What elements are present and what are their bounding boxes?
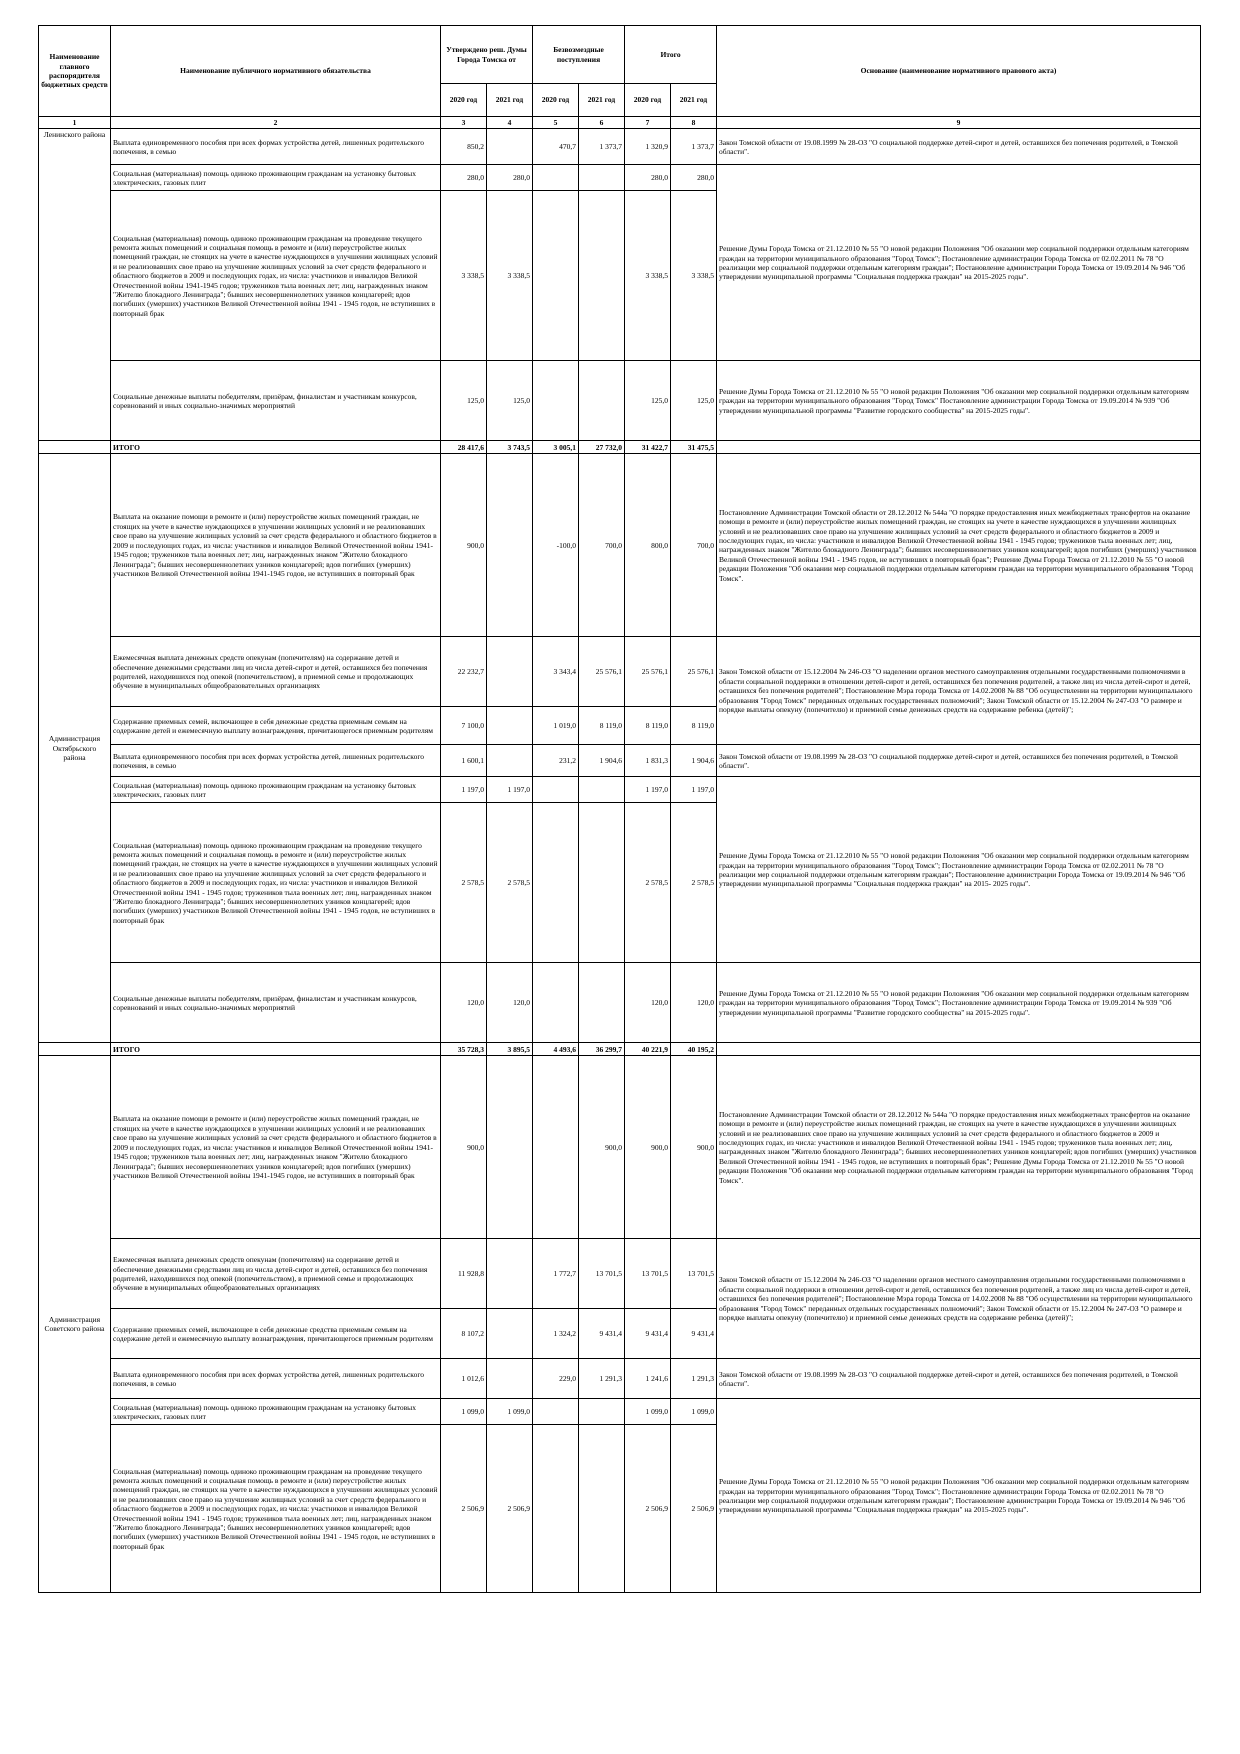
amount-cell: 28 417,6 <box>441 441 487 454</box>
amount-cell: 1 197,0 <box>487 777 533 803</box>
header-2020: 2020 год <box>441 84 487 117</box>
total-row <box>39 441 1201 454</box>
amount-cell: 9 431,4 <box>625 1309 671 1359</box>
amount-cell <box>579 361 625 441</box>
amount-cell <box>487 1239 533 1309</box>
amount-cell: 1 019,0 <box>533 707 579 745</box>
amount-cell: 1 099,0 <box>487 1399 533 1425</box>
amount-cell: -100,0 <box>533 454 579 637</box>
amount-cell: 1 012,6 <box>441 1359 487 1399</box>
amount-cell: 125,0 <box>625 361 671 441</box>
basis-text: Постановление Администрации Томской области от 28.12.2012 № 544а "О порядке предоставления иных межбюджетных трансфертов на оказание помощи в ремонте и (или) переустройстве жилых помещений граждан, не стоящих на учете в качестве нуждающихся в улучшении жилищных условий и не реализовавших свое право на улучшение жилищных условий за счет средств федерального и областного бюджетов в 2009 и последующих годах, из числа: участников и инвалидов Великой Отечественной войны 1941 - 1945 годов; тружеников тыла военных лет; лиц, награжденных знаком "Жителю блокадного Ленинграда"; бывших несовершеннолетних узников концлагерей; вдов погибших (умерших) участников Великой Отечественной войны 1941 - 1945 годов, не вступивших в повторный брак"; Решение Думы Города Томска от 21.12.2010 № 55 "О новой редакции Положения "Об оказании мер социальной поддержки отдельным категориям граждан на территории муниципального образования "Город Томск". <box>717 454 1201 637</box>
col-number: 9 <box>717 117 1201 129</box>
table-row <box>39 129 1201 165</box>
col-number: 7 <box>625 117 671 129</box>
basis-text: Закон Томской области от 19.08.1999 № 28-ОЗ "О социальной поддержке детей-сирот и детей, оставшихся без попечения родителей, в Томской области". <box>717 1359 1201 1399</box>
amount-cell: 8 119,0 <box>671 707 717 745</box>
amount-cell: 280,0 <box>671 165 717 191</box>
header-approved: Утверждено реш. Думы Города Томска от <box>441 26 533 84</box>
amount-cell: 2 506,9 <box>487 1425 533 1593</box>
col-number: 2 <box>111 117 441 129</box>
amount-cell: 2 578,5 <box>441 803 487 963</box>
basis-text: Постановление Администрации Томской области от 28.12.2012 № 544а "О порядке предоставления иных межбюджетных трансфертов на оказание помощи в ремонте и (или) переустройстве жилых помещений граждан, не стоящих на учете в качестве нуждающихся в улучшении жилищных условий и не реализовавших свое право на улучшение жилищных условий за счет средств федерального и областного бюджетов в 2009 и последующих годах, из числа: участников и инвалидов Великой Отечественной войны 1941 - 1945 годов; тружеников тыла военных лет; лиц, награжденных знаком "Жителю блокадного Ленинграда"; бывших несовершеннолетних узников концлагерей; вдов погибших (умерших) участников Великой Отечественной войны 1941 - 1945 годов, не вступивших в повторный брак"; Решение Думы Города Томска от 21.12.2010 № 55 "О новой редакции Положения "Об оказании мер социальной поддержки отдельным категориям граждан на территории муниципального образования "Город Томск". <box>717 1056 1201 1239</box>
amount-cell: 900,0 <box>671 1056 717 1239</box>
amount-cell <box>533 1425 579 1593</box>
table-row <box>39 963 1201 1043</box>
obligation-name: Социальная (материальная) помощь одиноко проживающим гражданам на проведение текущего ремонта жилых помещений и социальная помощь в ремонте и (или) переустройстве жилых помещений граждан, не стоящих на учете в качестве нуждающихся в улучшении жилищных условий и не реализовавших свое право на улучшение жилищных условий за счет средств федерального и областного бюджетов в 2009 и последующих годах, из числа: участников и инвалидов Великой Отечественной войны 1941-1945 годов; тружеников тыла военных лет; лиц, награжденных знаком "Жителю блокадного Ленинграда"; бывших несовершеннолетних узников концлагерей; вдов погибших (умерших) участников Великой Отечественной войны 1941 - 1945 годов, не вступивших в повторный брак <box>111 191 441 361</box>
col-number: 8 <box>671 117 717 129</box>
amount-cell: 13 701,5 <box>671 1239 717 1309</box>
obligation-name: Социальные денежные выплаты победителям, призёрам, финалистам и участникам конкурсов, соревнований и иных социально-значимых мероприятий <box>111 963 441 1043</box>
amount-cell: 280,0 <box>441 165 487 191</box>
amount-cell: 8 107,2 <box>441 1309 487 1359</box>
amount-cell: 8 119,0 <box>579 707 625 745</box>
amount-cell <box>533 803 579 963</box>
org-cell <box>39 1043 111 1056</box>
amount-cell <box>533 165 579 191</box>
table-row <box>39 777 1201 803</box>
amount-cell <box>487 1309 533 1359</box>
amount-cell: 900,0 <box>441 1056 487 1239</box>
amount-cell <box>533 777 579 803</box>
org-cell <box>39 441 111 454</box>
amount-cell: 1 904,6 <box>579 745 625 777</box>
header-2021: 2021 год <box>671 84 717 117</box>
amount-cell: 40 195,2 <box>671 1043 717 1056</box>
amount-cell: 2 578,5 <box>671 803 717 963</box>
amount-cell: 1 904,6 <box>671 745 717 777</box>
table-row <box>39 361 1201 441</box>
amount-cell: 2 578,5 <box>625 803 671 963</box>
amount-cell: 125,0 <box>487 361 533 441</box>
amount-cell: 3 338,5 <box>671 191 717 361</box>
table-row <box>39 1399 1201 1425</box>
amount-cell: 2 506,9 <box>671 1425 717 1593</box>
obligation-name: Ежемесячная выплата денежных средств опекунам (попечителям) на содержание детей и обеспечение денежными средствами лиц из числа детей-сирот и детей, оставшихся без попечения родителей, находившихся под опекой (попечительством), в приемной семье и продолжающих обучение в муниципальных общеобразовательных организациях <box>111 637 441 707</box>
basis-text: Решение Думы Города Томска от 21.12.2010 № 55 "О новой редакции Положения "Об оказании мер социальной поддержки отдельным категориям граждан на территории муниципального образования "Город Томск"; Постановление администрации Города Томска от 02.02.2011 № 78 "О реализации мер социальной поддержки отдельным категориям граждан"; Постановление администрации Города Томска от 19.09.2014 № 946 "Об утверждении муниципальной программы "Социальная поддержка граждан" на 2015-2025 годы". <box>717 165 1201 361</box>
amount-cell <box>579 1425 625 1593</box>
amount-cell: 1 197,0 <box>441 777 487 803</box>
col-number: 6 <box>579 117 625 129</box>
org-name: Администрация Советского района <box>39 1056 111 1593</box>
col-number: 5 <box>533 117 579 129</box>
amount-cell <box>579 1399 625 1425</box>
col-number: 4 <box>487 117 533 129</box>
amount-cell <box>487 129 533 165</box>
amount-cell <box>579 777 625 803</box>
obligation-name: Выплата единовременного пособия при всех формах устройства детей, лишенных родительского попечения, в семью <box>111 129 441 165</box>
amount-cell: 3 895,5 <box>487 1043 533 1056</box>
basis-text: Закон Томской области от 19.08.1999 № 28-ОЗ "О социальной поддержке детей-сирот и детей, оставшихся без попечения родителей, в Томской области". <box>717 129 1201 165</box>
obligation-name: Выплата на оказание помощи в ремонте и (или) переустройстве жилых помещений граждан, не стоящих на учете в качестве нуждающихся в улучшении жилищных условий и не реализовавших свое право на улучшение жилищных условий за счет средств федерального и областного бюджетов в 2009 и последующих годах, из числа: участников и инвалидов Великой Отечественной войны 1941-1945 годов; тружеников тыла военных лет; лиц, награжденных знаком "Жителю блокадного Ленинграда"; бывших несовершеннолетних узников концлагерей; вдов погибших (умерших) участников Великой Отечественной войны 1941-1945 годов, не вступивших в повторный брак <box>111 1056 441 1239</box>
amount-cell: 3 743,5 <box>487 441 533 454</box>
amount-cell: 36 299,7 <box>579 1043 625 1056</box>
basis-text: Решение Думы Города Томска от 21.12.2010 № 55 "О новой редакции Положения "Об оказании мер социальной поддержки отдельным категориям граждан на территории муниципального образования "Город Томск"; Постановление администрации Города Томска от 02.02.2011 № 78 "О реализации мер социальной поддержки отдельным категориям граждан"; Постановление администрации Города Томска от 19.09.2014 № 946 "Об утверждении муниципальной программы "Социальная поддержка граждан" на 2015-2025 годы". <box>717 1399 1201 1593</box>
table-row <box>39 745 1201 777</box>
amount-cell <box>533 191 579 361</box>
amount-cell: 13 701,5 <box>625 1239 671 1309</box>
amount-cell: 470,7 <box>533 129 579 165</box>
obligation-name: Выплата единовременного пособия при всех формах устройства детей, лишенных родительского попечения, в семью <box>111 745 441 777</box>
obligation-name: Ежемесячная выплата денежных средств опекунам (попечителям) на содержание детей и обеспечение денежными средствами лиц из числа детей-сирот и детей, оставшихся без попечения родителей, находившихся под опекой (попечительством), в приемной семье и продолжающих обучение в муниципальных общеобразовательных организациях <box>111 1239 441 1309</box>
col-number: 3 <box>441 117 487 129</box>
amount-cell <box>533 1056 579 1239</box>
total-label: ИТОГО <box>111 441 441 454</box>
obligation-name: Выплата единовременного пособия при всех формах устройства детей, лишенных родительского попечения, в семью <box>111 1359 441 1399</box>
basis-text: Решение Думы Города Томска от 21.12.2010 № 55 "О новой редакции Положения "Об оказании мер социальной поддержки отдельным категориям граждан на территории муниципального образования "Город Томск"; Постановление администрации Города Томска от 19.09.2014 № 939 "Об утверждении муниципальной программы "Развитие городского сообщества" на 2015-2025 годы". <box>717 963 1201 1043</box>
amount-cell: 31 422,7 <box>625 441 671 454</box>
obligation-name: Содержание приемных семей, включающее в себя денежные средства приемным семьям на содержание детей и ежемесячную выплату вознаграждения, причитающегося приемным родителям <box>111 707 441 745</box>
amount-cell: 11 928,8 <box>441 1239 487 1309</box>
amount-cell: 900,0 <box>579 1056 625 1239</box>
amount-cell: 1 373,7 <box>579 129 625 165</box>
obligation-name: Социальная (материальная) помощь одиноко проживающим гражданам на установку бытовых электрических, газовых плит <box>111 777 441 803</box>
basis-cell <box>717 441 1201 454</box>
header-2020: 2020 год <box>625 84 671 117</box>
basis-text: Закон Томской области от 15.12.2004 № 246-ОЗ "О наделении органов местного самоуправления отдельными государственными полномочиями в области социальной поддержки в отношении детей-сирот и детей, оставшихся без попечения родителей, а также лиц из числа детей-сирот и детей, оставшихся без попечения родителей"; Постановление Мэра города Томска от 14.02.2008 № 88 "Об осуществлении на территории муниципального образования "Город Томск" переданных отдельных государственных полномочий"; Закон Томской области от 15.12.2004 № 247-ОЗ "О размере и порядке выплаты опекуну (попечителю) и приемной семье денежных средств на содержание ребенка (детей)"; <box>717 637 1201 745</box>
amount-cell: 40 221,9 <box>625 1043 671 1056</box>
amount-cell: 1 099,0 <box>441 1399 487 1425</box>
amount-cell: 3 338,5 <box>487 191 533 361</box>
org-name: Администрация Октябрьского района <box>39 454 111 1043</box>
amount-cell: 1 772,7 <box>533 1239 579 1309</box>
amount-cell: 9 431,4 <box>579 1309 625 1359</box>
basis-text: Решение Думы Города Томска от 21.12.2010 № 55 "О новой редакции Положения "Об оказании мер социальной поддержки отдельным категориям граждан на территории муниципального образования "Город Томск" Постановление администрации Города Томска от 19.09.2014 № 939 "Об утверждении муниципальной программы "Развитие городского сообщества" на 2015-2025 годы". <box>717 361 1201 441</box>
amount-cell: 120,0 <box>625 963 671 1043</box>
amount-cell: 25 576,1 <box>579 637 625 707</box>
amount-cell: 229,0 <box>533 1359 579 1399</box>
org-name: Ленинского района <box>39 129 111 441</box>
amount-cell <box>533 361 579 441</box>
amount-cell: 120,0 <box>487 963 533 1043</box>
amount-cell: 900,0 <box>625 1056 671 1239</box>
amount-cell: 1 099,0 <box>625 1399 671 1425</box>
amount-cell: 125,0 <box>441 361 487 441</box>
basis-cell <box>717 1043 1201 1056</box>
amount-cell: 1 600,1 <box>441 745 487 777</box>
amount-cell: 800,0 <box>625 454 671 637</box>
col-number: 1 <box>39 117 111 129</box>
amount-cell <box>487 745 533 777</box>
header-2021: 2021 год <box>579 84 625 117</box>
amount-cell <box>579 191 625 361</box>
amount-cell: 31 475,5 <box>671 441 717 454</box>
obligation-name: Социальная (материальная) помощь одиноко проживающим гражданам на проведение текущего ремонта жилых помещений и социальная помощь в ремонте и (или) переустройстве жилых помещений граждан, не стоящих на учете в качестве нуждающихся в улучшении жилищных условий и не реализовавших свое право на улучшение жилищных условий за счет средств федерального и областного бюджетов в 2009 и последующих годах, из числа: участников и инвалидов Великой Отечественной войны 1941 - 1945 годов; тружеников тыла военных лет; лиц, награжденных знаком "Жителю блокадного Ленинграда"; бывших несовершеннолетних узников концлагерей; вдов погибших (умерших) участников Великой Отечественной войны 1941 - 1945 годов, не вступивших в повторный брак <box>111 1425 441 1593</box>
amount-cell: 700,0 <box>579 454 625 637</box>
amount-cell: 3 005,1 <box>533 441 579 454</box>
obligation-name: Социальная (материальная) помощь одиноко проживающим гражданам на проведение текущего ремонта жилых помещений и социальная помощь в ремонте и (или) переустройстве жилых помещений граждан, не стоящих на учете в качестве нуждающихся в улучшении жилищных условий и не реализовавших свое право на улучшение жилищных условий за счет средств федерального и областного бюджетов в 2009 и последующих годах, из числа: участников и инвалидов Великой Отечественной войны 1941 - 1945 годов; тружеников тыла военных лет; лиц, награжденных знаком "Жителю блокадного Ленинграда"; бывших несовершеннолетних узников концлагерей; вдов погибших (умерших) участников Великой Отечественной войны 1941 - 1945 годов, не вступивших в повторный брак <box>111 803 441 963</box>
amount-cell <box>533 963 579 1043</box>
amount-cell: 280,0 <box>487 165 533 191</box>
header-col2: Наименование публичного нормативного обязательства <box>111 26 441 117</box>
amount-cell: 1 197,0 <box>671 777 717 803</box>
amount-cell: 1 099,0 <box>671 1399 717 1425</box>
basis-text: Закон Томской области от 15.12.2004 № 246-ОЗ "О наделении органов местного самоуправления отдельными государственными полномочиями в области социальной поддержки в отношении детей-сирот и детей, оставшихся без попечения родителей, а также лиц из числа детей-сирот и детей, оставшихся без попечения родителей"; Постановление Мэра города Томска от 14.02.2008 № 88 "Об осуществлении на территории муниципального образования "Город Томск" переданных отдельных государственных полномочий"; Закон Томской области от 15.12.2004 № 247-ОЗ "О размере и порядке выплаты опекуну (попечителю) и приемной семье денежных средств на содержание ребенка (детей)"; <box>717 1239 1201 1359</box>
amount-cell: 1 241,6 <box>625 1359 671 1399</box>
amount-cell: 3 338,5 <box>625 191 671 361</box>
amount-cell <box>579 165 625 191</box>
table-row <box>39 1239 1201 1309</box>
amount-cell: 7 100,0 <box>441 707 487 745</box>
amount-cell: 1 324,2 <box>533 1309 579 1359</box>
amount-cell: 13 701,5 <box>579 1239 625 1309</box>
amount-cell <box>487 707 533 745</box>
amount-cell: 2 506,9 <box>625 1425 671 1593</box>
table-row <box>39 637 1201 707</box>
amount-cell: 25 576,1 <box>625 637 671 707</box>
amount-cell: 120,0 <box>671 963 717 1043</box>
amount-cell: 9 431,4 <box>671 1309 717 1359</box>
amount-cell: 900,0 <box>441 454 487 637</box>
amount-cell: 8 119,0 <box>625 707 671 745</box>
table-row <box>39 165 1201 191</box>
amount-cell <box>579 963 625 1043</box>
amount-cell: 231,2 <box>533 745 579 777</box>
amount-cell: 27 732,0 <box>579 441 625 454</box>
amount-cell: 1 197,0 <box>625 777 671 803</box>
table-row <box>39 1359 1201 1399</box>
basis-text: Решение Думы Города Томска от 21.12.2010 № 55 "О новой редакции Положения "Об оказании мер социальной поддержки отдельным категориям граждан на территории муниципального образования "Город Томск"; Постановление администрации Города Томска от 02.02.2011 № 78 "О реализации мер социальной поддержки отдельным категориям граждан"; Постановление администрации Города Томска от 19.09.2014 № 946 "Об утверждении муниципальной программы "Социальная поддержка граждан" на 2015- 2025 годы". <box>717 777 1201 963</box>
amount-cell: 125,0 <box>671 361 717 441</box>
header-col1: Наименование главного распорядителя бюджетных средств <box>39 26 111 117</box>
amount-cell: 700,0 <box>671 454 717 637</box>
obligation-name: Содержание приемных семей, включающее в себя денежные средства приемным семьям на содержание детей и ежемесячную выплату вознаграждения, причитающегося приемным родителям <box>111 1309 441 1359</box>
table-row <box>39 1056 1201 1239</box>
budget-table <box>38 25 1201 1593</box>
total-label: ИТОГО <box>111 1043 441 1056</box>
table-row <box>39 454 1201 637</box>
amount-cell <box>533 1399 579 1425</box>
amount-cell: 120,0 <box>441 963 487 1043</box>
amount-cell <box>487 1359 533 1399</box>
amount-cell: 2 506,9 <box>441 1425 487 1593</box>
amount-cell: 850,2 <box>441 129 487 165</box>
amount-cell: 1 291,3 <box>671 1359 717 1399</box>
header-2021: 2021 год <box>487 84 533 117</box>
amount-cell: 1 291,3 <box>579 1359 625 1399</box>
header-total: Итого <box>625 26 717 84</box>
obligation-name: Социальные денежные выплаты победителям, призёрам, финалистам и участникам конкурсов, соревнований и иных социально-значимых мероприятий <box>111 361 441 441</box>
amount-cell <box>579 803 625 963</box>
header-2020: 2020 год <box>533 84 579 117</box>
amount-cell <box>487 637 533 707</box>
amount-cell: 1 831,3 <box>625 745 671 777</box>
header-basis: Основание (наименование нормативного правового акта) <box>717 26 1201 117</box>
amount-cell <box>487 454 533 637</box>
amount-cell: 22 232,7 <box>441 637 487 707</box>
amount-cell: 25 576,1 <box>671 637 717 707</box>
amount-cell: 35 728,3 <box>441 1043 487 1056</box>
header-gratuitous: Безвозмездные поступления <box>533 26 625 84</box>
obligation-name: Социальная (материальная) помощь одиноко проживающим гражданам на установку бытовых электрических, газовых плит <box>111 165 441 191</box>
amount-cell: 1 373,7 <box>671 129 717 165</box>
amount-cell: 2 578,5 <box>487 803 533 963</box>
amount-cell: 3 338,5 <box>441 191 487 361</box>
amount-cell <box>487 1056 533 1239</box>
obligation-name: Социальная (материальная) помощь одиноко проживающим гражданам на установку бытовых электрических, газовых плит <box>111 1399 441 1425</box>
obligation-name: Выплата на оказание помощи в ремонте и (или) переустройстве жилых помещений граждан, не стоящих на учете в качестве нуждающихся в улучшении жилищных условий и не реализовавших свое право на улучшение жилищных условий за счет средств федерального и областного бюджетов в 2009 и последующих годах, из числа: участников и инвалидов Великой Отечественной войны 1941-1945 годов; тружеников тыла военных лет; лиц, награжденных знаком "Жителю блокадного Ленинграда"; бывших несовершеннолетних узников концлагерей; вдов погибших (умерших) участников Великой Отечественной войны 1941-1945 годов, не вступивших в повторный брак <box>111 454 441 637</box>
basis-text: Закон Томской области от 19.08.1999 № 28-ОЗ "О социальной поддержке детей-сирот и детей, оставшихся без попечения родителей, в Томской области". <box>717 745 1201 777</box>
amount-cell: 3 343,4 <box>533 637 579 707</box>
amount-cell: 280,0 <box>625 165 671 191</box>
amount-cell: 4 493,6 <box>533 1043 579 1056</box>
total-row <box>39 1043 1201 1056</box>
amount-cell: 1 320,9 <box>625 129 671 165</box>
